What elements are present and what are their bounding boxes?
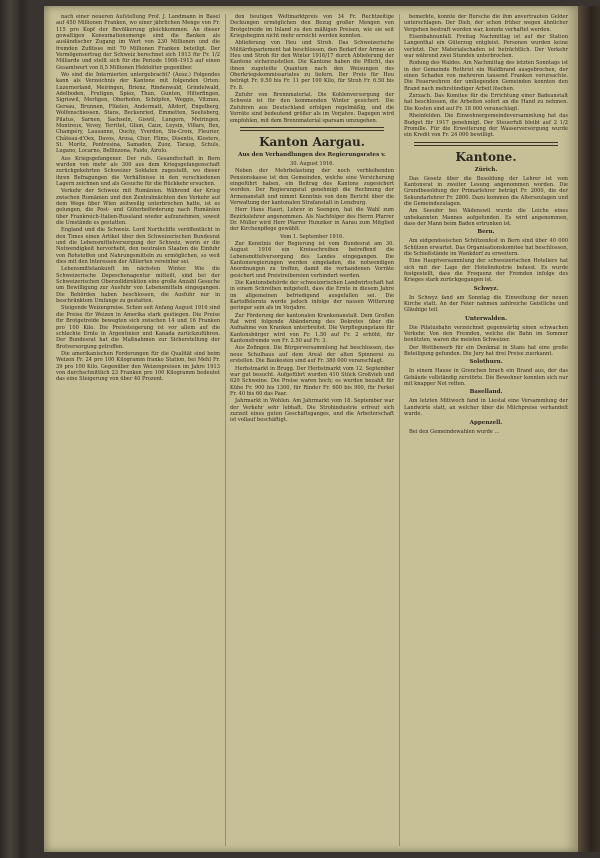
article-paragraph: Eine Hauptversammlung der schweizerischen Hoteliers hat sich mit der Lage der Hotelindustrie befasst. Es wurde festgestellt, dass die Frequenz der Fremden infolge des Krieges stark zurückgegangen ist.	[404, 258, 568, 284]
article-paragraph: nach einer neueren Aufstellung Prof. J. Landmann in Basel auf 450 Millionen Franken, wo einer jährlichen Menge von Fr. 115 pro Kopf der Bevölkerung gleichkommen. An dieser gewaltigen Konsumationsmenge sind die Banken als ausländischer Zugang im Wert von 230 Millionen und die fremden Zuflüsse mit 70 Millionen Franken beteiligt. Der Vermögensertrag der Schweiz berechnet sich 1913 für Fr. 1/2 Milliarde und stellt sich für die Periode 1908–1913 auf einen Gesamtwert von 8,5 Millionen Hektoliter gegenüber.	[56, 14, 220, 71]
article-paragraph: Der Wettbewerb für ein Denkmal in Stans hat eine große Beteiligung gefunden. Die Jury hat drei Preise zuerkannt.	[404, 344, 568, 358]
column-3	[404, 14, 568, 846]
article-paragraph: Das Gesetz über die Besoldung der Lehrer ist vom Kantonsrat in zweiter Lesung angenommen worden. Die Grundbesoldung der Primarlehrer beträgt Fr. 2000, die der Sekundarlehrer Fr. 2800. Dazu kommen die Alterszulagen und die Gemeindezulagen.	[404, 175, 568, 207]
article-paragraph: Verkehr der Schweiz mit Rumänien. Während der Krieg zwischen Rumänien und den Zentralmächten den Verkehr auf dem Wege über Wien zeitweilig unterbrochen hatte, ist es gelungen, die Post- und Güterbeförderung nach Rumänien über Frankreich-Italien-Russland wieder aufzunehmen, soweit die Umstände es gestatten.	[56, 188, 220, 226]
subsection-heading: Aus den Verhandlungen des Regierungsrates v.	[238, 151, 386, 158]
article-paragraph: Jahrmarkt in Wohlen. Am Jahrmarkt vom 18. September war der Verkehr sehr lebhaft. Die Strohindustrie erfreut sich zurzeit eines guten Geschäftsganges, und die Arbeiterschaft ist vollauf beschäftigt.	[230, 398, 394, 424]
subsection-heading: Baselland.	[469, 389, 503, 396]
column-2	[230, 14, 394, 846]
section-heading: Kantone.	[455, 149, 517, 164]
article-paragraph: Lebensmittelankunft im nächsten Winter. Wie die Schweizerische Depeschenagentur mitteilt, sind bei der Schweizerischen Oberzolldirektion eine große Anzahl Gesuche um Bewilligung zur Ausfuhr von Lebensmitteln eingegangen. Die Behörden haben beschlossen, die Ausfuhr nur in beschränktem Umfange zu gestatten.	[56, 266, 220, 305]
article-paragraph: Steigende Weizenpreise. Schon seit Anfang August 1916 sind die Preise für Weizen in Amerika stark gestiegen. Die Preise für Brotgetreide bewegten sich zwischen 14 und 16 Franken pro 100 Kilo. Die Preissteigerung ist vor allem auf die schlechte Ernte in Argentinien und Kanada zurückzuführen. Der Bundesrat hat die Maßnahmen zur Sicherstellung der Brotversorgung getroffen.	[56, 305, 220, 350]
subsection-heading: Bern.	[477, 229, 495, 236]
article-paragraph: Zur Förderung der kantonalen Krankenanstalt. Dem Großen Rat wird folgende Abänderung des Dekretes über die Aufnahme von Kranken unterbreitet. Die Verpflegungstaxe für Kantonsbürger wird von Fr. 1.50 auf Fr. 2 erhöht, für Kantonsfremde von Fr. 2.50 auf Fr. 3.	[230, 312, 394, 345]
subsection-heading: Zürich.	[474, 166, 498, 173]
article-paragraph: den heutigen Weltmarktpreis von 34 Fr. Rechtzeitige Deckungen ermöglichen den Bezug großer Mengen von Brotgetreide im Inland zu den mäßigen Preisen, wie sie seit Kriegsbeginn nicht mehr erreicht werden konnten.	[230, 14, 394, 40]
article-paragraph: Die Pilatusbahn verzeichnet gegenwärtig einen schwachen Verkehr. Von den Fremden, welche die Bahn im Sommer benützten, waren die meisten Schweizer.	[404, 324, 568, 344]
article-paragraph: Am letzten Mittwoch fand in Liestal eine Versammlung der Landwirte statt, an welcher über die Milchpreise verhandelt wurde.	[404, 398, 568, 418]
date-line: 30. August 1916.	[289, 160, 335, 167]
subsection-heading: Unterwalden.	[464, 315, 508, 322]
article-paragraph: Zufuhr von Brennmaterial. Die Kohlenversorgung der Schweiz ist für den kommenden Winter gesichert. Die Zufuhren aus Deutschland erfolgen regelmäßig, und die Vorräte sind bedeutend größer als im Vorjahre. Dagegen wird empfohlen, mit dem Brennmaterial sparsam umzugehen.	[230, 92, 394, 124]
article-paragraph: Am Seeufer bei Wädenswil wurde die Leiche eines unbekannten Mannes aufgefunden. Es wird angenommen, dass der Mann beim Baden ertrunken ist.	[404, 208, 568, 227]
newspaper-page	[44, 6, 578, 852]
column-1	[56, 14, 220, 846]
article-paragraph: Herbstmarkt in Brugg. Der Herbstmarkt vom 12. September war gut besucht. Aufgeführt wurden 410 Stück Großvieh und 620 Schweine. Die Preise waren hoch; es wurden bezahlt für Kühe Fr. 900 bis 1300, für Rinder Fr. 600 bis 900, für Ferkel Fr. 40 bis 60 das Paar.	[230, 365, 394, 397]
article-paragraph: Wo sind die Internierten untergebracht? (Ausz.) Folgendes kann als Verzeichnis der Kantone mit folgenden Orten: Luzernerland, Meiringen, Brienz, Rindenwald, Grindelwald, Adelboden, Frutigen, Spiez, Thun, Gunten, Hilterfingen, Sigriswil, Merligen, Oberhofen, Schöpfen, Weggis, Vitznau, Gersau, Brunnen, Flüelen, Andermatt, Altdorf, Engelberg, Wolfenschiessen, Stans, Beckenried, Emmetten, Seelisberg, Pilatus, Sarnen, Sachseln, Giswil, Lungern, Meiringen, Montreux, Vevey, Territet, Glion, Caux, Leysin, Villars, Bex, Champéry, Lausanne, Ouchy, Yverdon, Ste-Croix, Fleurier, Château-d'Oex, Davos, Arosa, Chur, Flims, Disentis, Klosters, St. Moritz, Pontresina, Samaden, Zuoz, Tarasp, Schuls, Lugano, Locarno, Bellinzona, Faido, Airolo.	[56, 72, 220, 155]
article-paragraph: Ablieferung von Heu und Stroh. Das Schweizerische Militärdepartement hat beschlossen, den Bedarf der Armee an Heu und Stroh für den Winter 1916/17 durch Ablieferung der Kantone sicherzustellen. Die Kantone haben die Pflicht, das ihnen zugeteilte Quantum nach den Weisungen des Oberkriegskommissariates zu liefern. Der Preis für Heu beträgt Fr. 9.50 bis Fr. 11 per 100 Kilo, für Stroh Fr. 6.50 bis Fr. 8.	[230, 40, 394, 91]
article-paragraph: Aus Zofingen. Die Bürgerversammlung hat beschlossen, das neue Schulhaus auf dem Areal der alten Spinnerei zu erstellen. Die Baukosten sind auf Fr. 380 000 veranschlagt.	[230, 345, 394, 365]
column-divider	[399, 14, 400, 846]
article-paragraph: Neben der Mehrbelastung der noch verbleibenden Pensionskasse ist den Gemeinden, welche eine Versicherung eingeführt haben, ein Beitrag des Kantons zugesichert worden. Der Regierungsrat genehmigt die Rechnung der Armenanstalt und nimmt Kenntnis von dem Bericht über die Verwaltung der kantonalen Strafanstalt in Lenzburg.	[230, 168, 394, 206]
article-paragraph: Rheinfelden. Die Einwohnergemeindeversammlung hat das Budget für 1917 genehmigt. Der Steuerfuß bleibt auf 2 1/2 Promille. Für die Erweiterung der Wasserversorgung wurde ein Kredit von Fr. 24 000 bewilligt.	[404, 113, 568, 139]
column-divider	[225, 14, 226, 846]
article-paragraph: England und die Schweiz. Lord Northcliffe veröffentlicht in den Times einen Artikel über den Schweizerischen Bundesrat und die Lebensmittelversorgung der Schweiz, worin er die Notwendigkeit hervorhebt, den neutralen Staaten die Einfuhr von Rohstoffen und Nahrungsmitteln zu ermöglichen, so weit dies mit den Interessen der Alliierten vereinbar sei.	[56, 227, 220, 266]
section-heading: Kanton Aargau.	[259, 134, 365, 149]
article-paragraph: Rodung des Waldes. Am Nachmittag des letzten Sonntags ist in der Gemeinde Rothrist ein Waldbrand ausgebrochen, der einen Schaden von mehreren tausend Franken verursachte. Die Feuerwehren der umliegenden Gemeinden konnten den Brand nach mehrstündiger Arbeit löschen.	[404, 60, 568, 92]
article-paragraph: Herr Hans Hauri, Lehrer in Seengen, hat die Wahl zum Bezirkslehrer angenommen. Als Nachfolger des Herrn Pfarrer Dr. Müller wird Herr Pfarrer Hunziker in Aarau zum Mitglied der Kirchenpflege gewählt.	[230, 207, 394, 233]
article-paragraph: Am eidgenössischen Schützenfest in Bern sind über 40 000 Schützen erwartet. Das Organisationskomitee hat beschlossen, die Schießstände im Wankdorf zu erweitern.	[404, 238, 568, 257]
subsection-heading: Solothurn.	[469, 359, 503, 366]
article-paragraph: In Schwyz fand am Sonntag die Einweihung der neuen Kirche statt. An der Feier nahmen zahlreiche Geistliche und Gläubige teil.	[404, 294, 568, 314]
article-paragraph: Die amerikanischen Forderungen für die Qualität sind beim Weizen Fr. 24 pro 100 Kilogramm franko Station, bei Mehl Fr. 39 pro 100 Kilo. Gegenüber den Weizenpreisen im Jahre 1913 von durchschnittlich 23 Franken pro 100 Kilogramm bedeutet das eine Steigerung von über 40 Prozent.	[56, 350, 220, 383]
date-line: Vom 1. September 1916.	[280, 233, 344, 240]
section-rule	[414, 142, 558, 146]
book-page-edges	[578, 6, 600, 852]
article-paragraph: Zur Kenntnis der Regierung ist vom Bundesrat am 30. August 1916 ein Kreisschreiben betreffend die Lebensmittelversorgung des Landes eingegangen. Die Kantonsregierungen werden eingeladen, die notwendigen Anordnungen zu treffen, damit die vorhandenen Vorräte gesichert und Preistreibereien verhindert werden.	[230, 240, 394, 279]
article-paragraph: Die Kantonsbehörde der schweizerischen Landwirtschaft hat in einem Schreiben mitgeteilt, dass die Ernte in diesem Jahre im allgemeinen befriedigend ausgefallen sei. Die Kartoffelernte werde jedoch infolge der nassen Witterung geringer sein als im Vorjahre.	[230, 280, 394, 312]
section-rule	[240, 127, 384, 131]
article-paragraph: bemerkte, konnte der Bursche die ihm anvertrauten Gelder unterschlagen. Der Dieb, der schon früher wegen ähnlicher Vergehen bestraft worden war, konnte verhaftet werden.	[404, 14, 568, 33]
subsection-heading: Schwyz.	[473, 285, 499, 292]
article-paragraph: Aus Kriegsgefangener. Der rufs. Gesandtschaft in Bern wurden von mehr als 300 aus dem Kriegsgefangenschaft zurückgekehrten Schweizer Soldaten zugestellt, wo dieser ihren Befragungen die Verhältnisse in den verschiedenen Lagern zeichnen und als Gesuche für die Rückkehr ersuchen.	[56, 155, 220, 187]
article-paragraph: Zurzach. Das Komitee für die Errichtung einer Badeanstalt hat beschlossen, die Arbeiten sofort an die Hand zu nehmen. Die Kosten sind auf Fr. 18 000 veranschlagt.	[404, 93, 568, 112]
subsection-heading: Appenzell.	[469, 419, 503, 426]
article-paragraph: Eisenbahnunfall. Freitag Nachmittag ist auf der Station Langenthal ein Güterzug entgleist. Personen wurden keine verletzt. Der Materialschaden ist beträchtlich. Der Verkehr war während zwei Stunden unterbrochen.	[404, 34, 568, 60]
article-paragraph: In einem Hause in Grenchen brach ein Brand aus, der das Gebäude vollständig zerstörte. Die Bewohner konnten sich nur mit knapper Not retten.	[404, 368, 568, 388]
article-paragraph: Bei den Gemeindewahlen wurde ...	[409, 428, 500, 435]
